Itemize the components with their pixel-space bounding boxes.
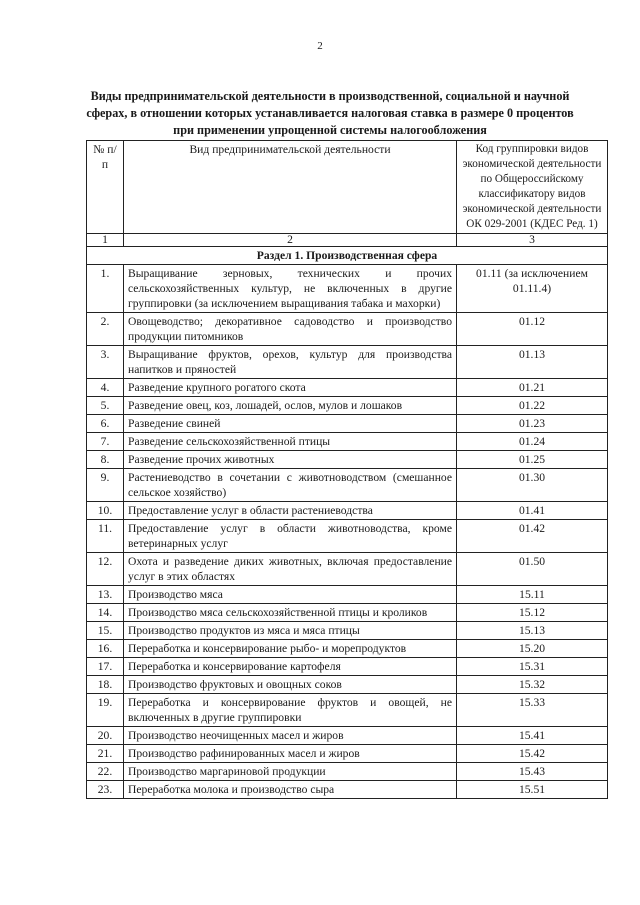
- activity-name: Разведение сельскохозяйственной птицы: [124, 433, 457, 451]
- activity-code: 15.13: [457, 622, 608, 640]
- activity-name: Переработка и консервирование рыбо- и морепродуктов: [124, 640, 457, 658]
- row-number: 21.: [87, 745, 124, 763]
- activity-name: Производство фруктовых и овощных соков: [124, 676, 457, 694]
- activity-name: Растениеводство в сочетании с животноводством (смешанное сельское хозяйство): [124, 469, 457, 502]
- activity-code: 01.21: [457, 379, 608, 397]
- table-row: [87, 433, 608, 451]
- row-number: 11.: [87, 520, 124, 553]
- row-number: 22.: [87, 763, 124, 781]
- activity-code: 01.11 (за исключением 01.11.4): [457, 265, 608, 313]
- table-row: [87, 763, 608, 781]
- table-row: [87, 265, 608, 313]
- table-body: [87, 265, 608, 799]
- row-number: 8.: [87, 451, 124, 469]
- activity-code: 15.33: [457, 694, 608, 727]
- activity-code: 15.41: [457, 727, 608, 745]
- table-row: [87, 379, 608, 397]
- table-row: [87, 604, 608, 622]
- document-title: Виды предпринимательской деятельности в производственной, социальной и научной сферах, в отношении которых устанавливается налоговая ставка в размере 0 процентов при применении упрощенной системы налогообложения: [86, 89, 574, 137]
- header-num: № п/п: [87, 141, 124, 234]
- activity-code: 15.12: [457, 604, 608, 622]
- row-number: 19.: [87, 694, 124, 727]
- activity-code: 01.41: [457, 502, 608, 520]
- table-row: [87, 415, 608, 433]
- activity-name: Разведение прочих животных: [124, 451, 457, 469]
- activity-code: 01.42: [457, 520, 608, 553]
- activity-code: 01.12: [457, 313, 608, 346]
- table-row: [87, 397, 608, 415]
- row-number: 12.: [87, 553, 124, 586]
- activity-name: Выращивание зерновых, технических и прочих сельскохозяйственных культур, не включенных в другие группировки (за исключением выращивания табака и махорки): [124, 265, 457, 313]
- activities-table: [86, 140, 608, 799]
- activity-name: Разведение крупного рогатого скота: [124, 379, 457, 397]
- activity-code: 01.22: [457, 397, 608, 415]
- activity-name: Охота и разведение диких животных, включая предоставление услуг в этих областях: [124, 553, 457, 586]
- activity-code: 01.25: [457, 451, 608, 469]
- activity-name: Производство неочищенных масел и жиров: [124, 727, 457, 745]
- activity-name: Производство продуктов из мяса и мяса птицы: [124, 622, 457, 640]
- activity-name: Переработка молока и производство сыра: [124, 781, 457, 799]
- table-row: [87, 676, 608, 694]
- row-number: 5.: [87, 397, 124, 415]
- section-title: Раздел 1. Производственная сфера: [87, 247, 608, 265]
- table-row: [87, 346, 608, 379]
- column-number: 3: [457, 234, 608, 247]
- activity-name: Производство рафинированных масел и жиров: [124, 745, 457, 763]
- table-row: [87, 313, 608, 346]
- section-row: [87, 247, 608, 265]
- table-header-row: [87, 141, 608, 234]
- activity-code: 01.13: [457, 346, 608, 379]
- page-number: 2: [317, 40, 323, 52]
- table-row: [87, 520, 608, 553]
- table-row: [87, 622, 608, 640]
- table-row: [87, 658, 608, 676]
- header-code: Код группировки видов экономической деятельности по Общероссийскому классификатору видов экономической деятельности ОК 029-2001 (КДЕС Ред. 1): [457, 141, 608, 234]
- column-number: 1: [87, 234, 124, 247]
- activity-name: Производство мяса: [124, 586, 457, 604]
- row-number: 20.: [87, 727, 124, 745]
- activity-name: Производство маргариновой продукции: [124, 763, 457, 781]
- activity-name: Овощеводство; декоративное садоводство и производство продукции питомников: [124, 313, 457, 346]
- activity-code: 15.20: [457, 640, 608, 658]
- row-number: 15.: [87, 622, 124, 640]
- activity-name: Разведение овец, коз, лошадей, ослов, мулов и лошаков: [124, 397, 457, 415]
- activity-code: 01.23: [457, 415, 608, 433]
- table-row: [87, 586, 608, 604]
- table-row: [87, 727, 608, 745]
- row-number: 7.: [87, 433, 124, 451]
- table-row: [87, 745, 608, 763]
- row-number: 16.: [87, 640, 124, 658]
- activity-name: Переработка и консервирование фруктов и овощей, не включенных в другие группировки: [124, 694, 457, 727]
- row-number: 4.: [87, 379, 124, 397]
- table-row: [87, 502, 608, 520]
- row-number: 6.: [87, 415, 124, 433]
- activity-code: 01.50: [457, 553, 608, 586]
- activity-name: Производство мяса сельскохозяйственной птицы и кроликов: [124, 604, 457, 622]
- activity-name: Предоставление услуг в области животноводства, кроме ветеринарных услуг: [124, 520, 457, 553]
- row-number: 10.: [87, 502, 124, 520]
- table-row: [87, 640, 608, 658]
- activity-code: 01.30: [457, 469, 608, 502]
- row-number: 3.: [87, 346, 124, 379]
- activity-name: Разведение свиней: [124, 415, 457, 433]
- header-activity: Вид предпринимательской деятельности: [124, 141, 457, 234]
- row-number: 23.: [87, 781, 124, 799]
- column-numbers-row: [87, 234, 608, 247]
- table-row: [87, 694, 608, 727]
- row-number: 18.: [87, 676, 124, 694]
- activity-name: Переработка и консервирование картофеля: [124, 658, 457, 676]
- row-number: 2.: [87, 313, 124, 346]
- row-number: 17.: [87, 658, 124, 676]
- activity-code: 15.43: [457, 763, 608, 781]
- row-number: 9.: [87, 469, 124, 502]
- activity-code: 15.11: [457, 586, 608, 604]
- activity-name: Выращивание фруктов, орехов, культур для производства напитков и пряностей: [124, 346, 457, 379]
- row-number: 1.: [87, 265, 124, 313]
- activity-code: 15.32: [457, 676, 608, 694]
- activity-code: 15.51: [457, 781, 608, 799]
- activity-code: 15.42: [457, 745, 608, 763]
- table-row: [87, 781, 608, 799]
- row-number: 13.: [87, 586, 124, 604]
- activity-code: 15.31: [457, 658, 608, 676]
- column-number: 2: [124, 234, 457, 247]
- row-number: 14.: [87, 604, 124, 622]
- activity-name: Предоставление услуг в области растениеводства: [124, 502, 457, 520]
- activity-code: 01.24: [457, 433, 608, 451]
- table-row: [87, 451, 608, 469]
- table-row: [87, 469, 608, 502]
- table-row: [87, 553, 608, 586]
